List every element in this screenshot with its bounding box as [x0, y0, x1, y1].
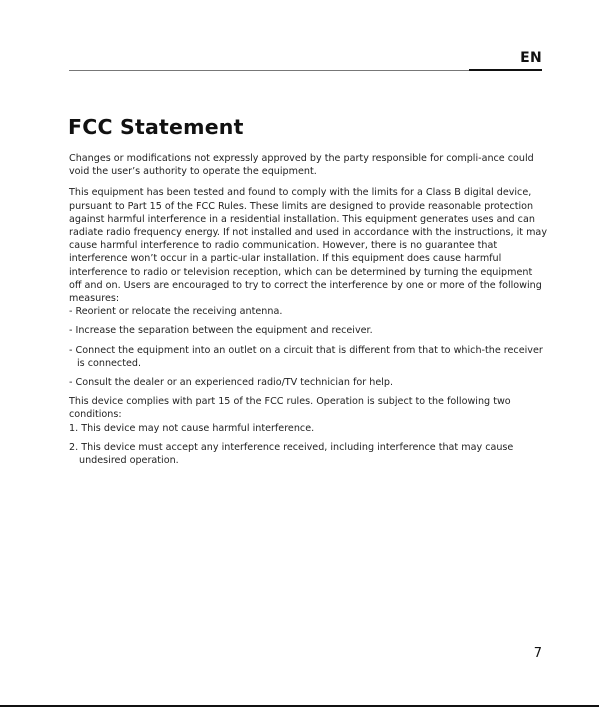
list-item: - Consult the dealer or an experienced radio/TV technician for help.	[69, 377, 394, 389]
list-item: - Connect the equipment into an outlet on a circuit that is different from that to which-the receiver is connected.	[69, 344, 543, 369]
part-15-paragraph: This device complies with part 15 of the FCC rules. Operation is subject to the following two conditions:	[69, 396, 511, 421]
class-b-paragraph: This equipment has been tested and found to comply with the limits for a Class B digital device, pursuant to Part 15 of the FCC Rules. These limits are designed to provide reasonable protection against harmful interference in a residential installation. This equipment generates uses and can radiate radio frequency energy. If not installed and used in accordance with the instructions, it may cause harmful interference to radio communication. However, there is no guarantee that interference won’t occur in a partic-ular installation. If this equipment does cause harmful interference to radio or television reception, which can be determined by turning the equipment off and on. Users are encouraged to try to correct the interference by one or more of the following measures:	[69, 187, 547, 305]
list-item: 1. This device may not cause harmful interference.	[69, 422, 315, 434]
modifications-paragraph: Changes or modifications not expressly approved by the party responsible for compli-ance could void the user’s authority to operate the equipment.	[69, 153, 534, 178]
list-item: 2. This device must accept any interference received, including interference that may cause undesired operation.	[69, 441, 514, 467]
header-rule	[69, 70, 469, 71]
measures-list	[69, 305, 547, 389]
list-item: - Increase the separation between the equipment and receiver.	[69, 325, 373, 337]
page-number: 7	[533, 646, 542, 661]
language-tag: EN	[520, 50, 542, 66]
list-item: - Reorient or relocate the receiving antenna.	[69, 306, 283, 318]
statement-body	[69, 152, 547, 473]
conditions-list	[69, 422, 547, 468]
header-rule-accent	[469, 69, 542, 71]
page-title: FCC Statement	[68, 115, 244, 139]
